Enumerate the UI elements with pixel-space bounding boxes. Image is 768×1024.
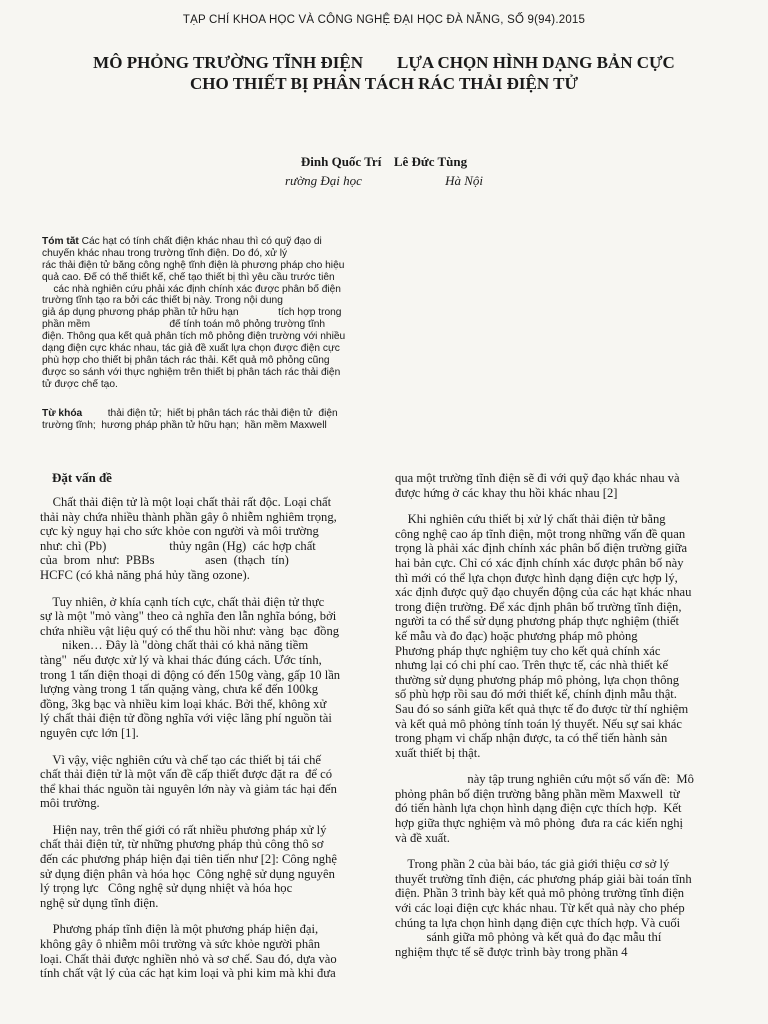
paragraph-line: cực kỳ nguy hại cho sức khỏe con người và môi trường xyxy=(40,524,319,539)
paragraph-line: xác định được quỹ đạo chuyển động của các hạt khác nhau xyxy=(395,585,692,600)
paragraph-line: tính chất vật lý của các hạt kim loại và phi kim mà khi đưa xyxy=(40,966,336,981)
abstract-line: quả cao. Để có thể thiết kế, chế tạo thiết bị thì yêu cầu trước tiên xyxy=(42,271,335,283)
paragraph-line: nhưng lại có chi phí cao. Trên thực tế, các nhà thiết kế xyxy=(395,658,669,673)
paragraph-line: người ta có thể sử dụng phương pháp thực nghiệm (thiết xyxy=(395,614,680,629)
paragraph-line: nghệ sử dụng tĩnh điện. xyxy=(40,895,159,910)
paragraph-line: tàng" nếu được xử lý và khai thác đúng cách. Ước tính, xyxy=(40,652,322,667)
paragraph-line: thải này chứa nhiều thành phần gây ô nhiễm nghiêm trọng, xyxy=(40,509,337,524)
paragraph-line: thuyết trường tĩnh điện, các phương pháp giải bài toán tĩnh xyxy=(395,871,692,886)
paragraph-line: chất thải điện tử là một vấn đề cấp thiết được đặt ra để có xyxy=(40,767,333,782)
keywords-line: thải điện tử; hiết bị phân tách rác thải điện tử điện xyxy=(82,408,338,419)
abstract-line: giả áp dụng phương pháp phần tử hữu hạn tích hợp trong xyxy=(42,307,342,319)
abstract-line: rác thải điện tử bằng công nghệ tĩnh điện là phương pháp cho hiệu xyxy=(42,259,345,271)
paragraph-line: lý chất thải điện tử đồng nghĩa với việc lãng phí nguồn tài xyxy=(40,711,332,726)
abstract-line: các nhà nghiên cứu phải xác định chính xác được phân bố điện xyxy=(42,283,341,295)
abstract-line xyxy=(42,236,376,248)
affiliation-1: rường Đại học xyxy=(284,173,362,188)
paragraph-line: không gây ô nhiễm môi trường và sức khỏe người phân xyxy=(40,937,321,952)
paragraph-line: công nghệ cao áp tĩnh điện, một trong những vấn đề quan xyxy=(395,526,686,541)
abstract-line: chuyển khác nhau trong trường tĩnh điện. Do đó, xử lý xyxy=(42,247,288,259)
paragraph-line: Khi nghiên cứu thiết bị xử lý chất thải điện tử bằng xyxy=(395,512,666,527)
paragraph-line: điện. Phần 3 trình bày kết quả mô phỏng trường tĩnh điện xyxy=(395,886,685,901)
affiliation-2: Hà Nội xyxy=(445,173,484,188)
paragraph-line: trong 1 tấn điện thoại di động có đến 150g vàng, gấp 10 lần xyxy=(40,667,341,682)
author-name: Lê Đức Tùng xyxy=(393,154,468,169)
paragraph-line: này tập trung nghiên cứu một số vấn đề: Mô xyxy=(395,772,694,787)
paragraph-line: HCFC (có khả năng phá hủy tầng ozone). xyxy=(40,567,250,582)
title-line-1: MÔ PHỎNG TRƯỜNG TĨNH ĐIỆN LỰA CHỌN HÌNH DẠNG BẢN CỰC xyxy=(93,53,675,72)
abstract-label: Tóm tắt xyxy=(42,236,79,247)
paragraph-line: số phù hợp rồi sau đó mới thiết kế, chính định mẫu thật. xyxy=(395,687,677,702)
paragraph-line: sự là một "mỏ vàng" theo cả nghĩa đen lẫn nghĩa bóng, bởi xyxy=(40,609,337,624)
paragraph-line: hai bản cực. Chỉ có xác định chính xác được phân bố này xyxy=(395,555,684,570)
paragraph-line: chúng ta lựa chọn hình dạng điện cực thích hợp. Và cuối xyxy=(395,915,681,930)
paragraph-line: trong điện trường. Để xác định phân bố trường tĩnh điện, xyxy=(395,599,682,614)
paragraph-line: chứa nhiều vật liệu quý có thể thu hồi như: vàng bạc đồng xyxy=(40,623,340,638)
paragraph-line: nghiệm thực tế sẽ được trình bày trong phần 4 xyxy=(395,944,628,959)
paragraph-line: sánh giữa mô phỏng và kết quả đo đạc mẫu thí xyxy=(395,930,662,945)
section-heading: Đặt vấn đề xyxy=(52,470,112,485)
paragraph-line: và đề xuất. xyxy=(395,830,450,845)
paragraph-line: xuất thiết bị thật. xyxy=(395,745,481,760)
paragraph-line: loại. Chất thải được nghiền nhỏ và sơ chế. Sau đó, dựa vào xyxy=(40,951,337,966)
paragraph-line: Vì vậy, việc nghiên cứu và chế tạo các thiết bị tái chế xyxy=(40,752,321,767)
abstract-line: được so sánh với thực nghiệm trên thiết bị phân tách rác thải điện xyxy=(42,366,341,378)
paragraph-line: đến các phương pháp hiện đại tiên tiến như [2]: Công nghệ xyxy=(40,852,337,867)
paragraph-line: thường sử dụng phương pháp mô phỏng, lựa chọn thông xyxy=(395,672,680,687)
journal-header: TẠP CHÍ KHOA HỌC VÀ CÔNG NGHỆ ĐẠI HỌC ĐÀ NẴNG, SỐ 9(94).2015 xyxy=(182,14,586,26)
paragraph-line: hợp giữa thực nghiệm và mô phỏng đưa ra các kiến nghị xyxy=(395,816,684,831)
paragraph-line: kế mẫu và đo đạc) hoặc phương pháp mô phỏng xyxy=(395,628,638,643)
paper-title xyxy=(40,52,728,94)
author-affiliations xyxy=(0,173,768,189)
abstract-line: dạng điện cực khác nhau, tác giả đề xuất lựa chọn được điện cực xyxy=(42,343,340,355)
paragraph-line: thì mới có thể lựa chọn được hình dạng điện cực hợp lý, xyxy=(395,570,678,585)
paragraph-line: qua một trường tĩnh điện sẽ đi với quỹ đạo khác nhau và xyxy=(395,471,680,485)
paragraph-line: đó tiến hành lựa chọn hình dạng điện cực thích hợp. Kết xyxy=(395,801,682,816)
paragraph-line: Sau đó so sánh giữa kết quả thực tế đo được từ thí nghiệm xyxy=(395,701,689,716)
paragraph-line: Trong phần 2 của bài báo, tác giả giới thiệu cơ sở lý xyxy=(395,857,670,872)
keywords xyxy=(42,408,376,432)
paragraph-line: nguyên cực lớn [1]. xyxy=(40,725,139,740)
abstract-line: phần mềm để tính toán mô phỏng trường tĩnh xyxy=(42,319,326,331)
abstract-line: phù hợp cho thiết bị phân tách rác thải. Kết quả mô phỏng cũng xyxy=(42,354,330,366)
paragraph-line: lý trọng lực Công nghệ sử dụng nhiệt và hóa học xyxy=(40,881,293,896)
paragraph-line: Hiện nay, trên thế giới có rất nhiều phương pháp xử lý xyxy=(40,822,327,837)
paragraph-line: niken… Đây là "dòng chất thải có khả năng tiềm xyxy=(40,638,309,653)
paragraph-line: môi trường. xyxy=(40,796,100,811)
paragraph-line: của brom như: PBBs asen (thạch tín) xyxy=(40,553,289,568)
paragraph-line: đồng, 3kg bạc và nhiều kim loại khác. Bởi thế, không xử xyxy=(40,696,327,711)
title-line-2: CHO THIẾT BỊ PHÂN TÁCH RÁC THẢI ĐIỆN TỬ xyxy=(190,74,578,93)
abstract-line: tử được chế tạo. xyxy=(42,378,118,390)
keywords-line: trường tĩnh; hương pháp phần tử hữu hạn; hần mềm Maxwell xyxy=(42,420,327,431)
paragraph-line: thể khai thác nguồn tài nguyên lớn này và giảm tác hại đến xyxy=(40,781,337,796)
paragraph-line: trong phạm vi chấp nhận được, ta có thể tiến hành sản xyxy=(395,731,668,746)
paragraph-line: Phương pháp tĩnh điện là một phương pháp hiện đại, xyxy=(40,922,319,937)
abstract-line: trường tĩnh tạo ra bởi các thiết bị này. Trong nội dung xyxy=(42,295,283,307)
paragraph-line: chất thải điện tử, từ những phương pháp thủ công thô sơ xyxy=(40,837,324,852)
keywords-label: Từ khóa xyxy=(42,408,83,419)
paragraph-line: như: chì (Pb) thủy ngân (Hg) các hợp chất xyxy=(40,538,316,553)
author-list xyxy=(0,154,768,170)
author-name: Đinh Quốc Trí xyxy=(300,154,382,169)
paragraph-line: và kết quả mô phỏng tính toán lý thuyết. Nếu sự sai khác xyxy=(395,716,682,731)
abstract-text: Các hạt có tính chất điện khác nhau thì có quỹ đạo di xyxy=(78,236,322,247)
paragraph-line: được hứng ở các khay thu hồi khác nhau [2] xyxy=(395,485,618,500)
paragraph-line: Chất thải điện tử là một loại chất thải rất độc. Loại chất xyxy=(40,495,332,509)
paragraph-line: Tuy nhiên, ở khía cạnh tích cực, chất thải điện tử thực xyxy=(40,594,325,609)
left-column xyxy=(40,471,374,981)
abstract-line: điện. Thông qua kết quả phân tích mô phỏng điện trường với nhiều xyxy=(42,331,346,343)
paragraph-line: lượng vàng trong 1 tấn quặng vàng, chưa kể đến 100kg xyxy=(40,682,319,697)
paragraph-line: với các loại điện cực khác nhau. Từ kết quả này cho phép xyxy=(395,901,685,916)
right-column xyxy=(395,471,729,959)
paragraph-line: phỏng phân bố điện trường bằng phần mềm Maxwell từ xyxy=(395,786,680,801)
paragraph-line: sử dụng điện phân và hóa học Công nghệ sử dụng nguyên xyxy=(40,866,335,881)
paragraph-line: Phương pháp thực nghiệm tuy cho kết quả chính xác xyxy=(395,643,661,658)
paragraph-line: trọng là phải xác định chính xác phân bố điện trường giữa xyxy=(395,541,688,556)
abstract xyxy=(42,236,376,391)
